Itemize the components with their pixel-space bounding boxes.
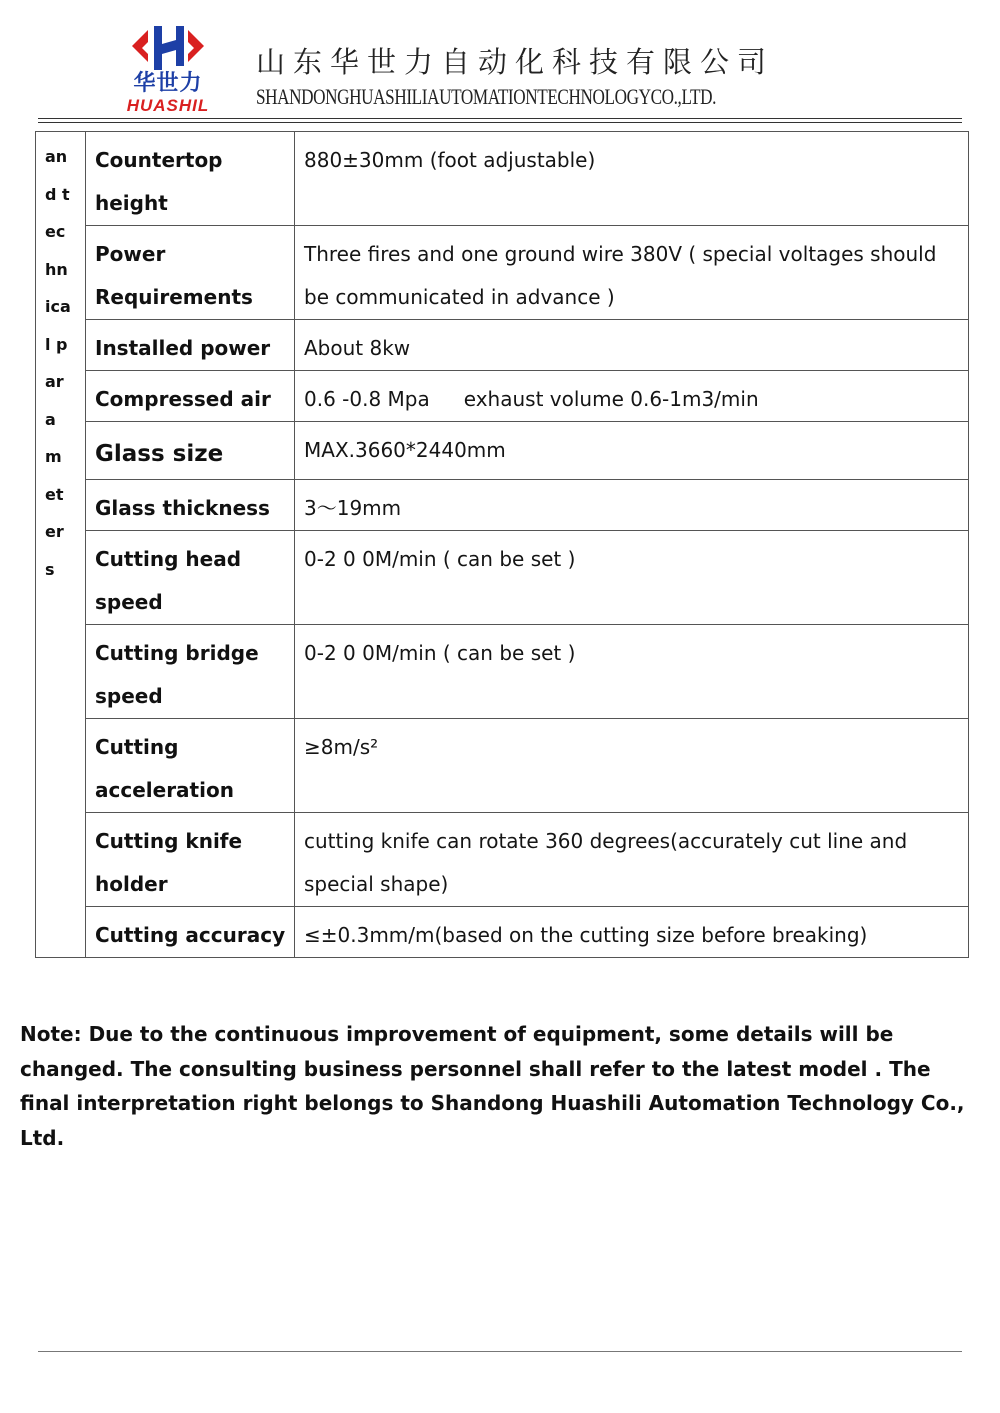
table-row: [36, 480, 969, 531]
param-value: 3～19mm: [295, 480, 969, 531]
param-value: MAX.3660*2440mm: [295, 422, 969, 480]
param-value-part: exhaust volume 0.6-1m3/min: [463, 387, 759, 411]
company-name-chinese: 山东华世力自动化科技有限公司: [256, 45, 775, 79]
param-name: Cutting accuracy: [86, 907, 295, 958]
table-side-label: and technical parameters: [36, 132, 86, 958]
company-logo: [118, 22, 218, 118]
param-value: 0-2 0 0M/min ( can be set ): [295, 625, 969, 719]
table-row: [36, 422, 969, 480]
param-name: Countertop height: [86, 132, 295, 226]
logo-chinese-text: 华世力: [133, 71, 203, 96]
disclaimer-note: Note: Due to the continuous improvement of equipment, some details will be changed. The consulting business personnel shall refer to the latest model . The final interpretation right belongs to Shandong Huashili Automation Technology Co., Ltd.: [20, 1022, 965, 1150]
footer-divider: [38, 1351, 962, 1352]
table-row: [36, 531, 969, 625]
table-row: [36, 719, 969, 813]
table-row: [36, 371, 969, 422]
param-value: ≤±0.3mm/m(based on the cutting size before breaking): [295, 907, 969, 958]
table-row: [36, 813, 969, 907]
param-name: Compressed air: [86, 371, 295, 422]
param-value: About 8kw: [295, 320, 969, 371]
param-value: [295, 371, 969, 422]
table-row: [36, 625, 969, 719]
technical-parameters-table: [35, 131, 969, 958]
page-header: [0, 0, 1000, 125]
param-value: ≥8m/s²: [295, 719, 969, 813]
param-name: Power Requirements: [86, 226, 295, 320]
param-name: Cutting bridge speed: [86, 625, 295, 719]
param-value: Three fires and one ground wire 380V ( special voltages should be communicated in advance ): [295, 226, 969, 320]
header-divider: [38, 118, 962, 119]
logo-mark-icon: [118, 22, 218, 74]
param-value: 0-2 0 0M/min ( can be set ): [295, 531, 969, 625]
param-value: cutting knife can rotate 360 degrees(accurately cut line and special shape): [295, 813, 969, 907]
table-row: [36, 132, 969, 226]
header-divider: [38, 122, 962, 123]
param-name: Glass size: [86, 422, 295, 480]
table-row: [36, 226, 969, 320]
logo-english-text: HUASHIL: [126, 96, 210, 115]
param-value-part: 0.6 -0.8 Mpa: [304, 387, 430, 411]
param-value: 880±30mm (foot adjustable): [295, 132, 969, 226]
param-name: Installed power: [86, 320, 295, 371]
param-name: Cutting head speed: [86, 531, 295, 625]
company-name-english: SHANDONGHUASHILIAUTOMATIONTECHNOLOGYCO.,LTD.: [256, 84, 716, 109]
param-name: Cutting acceleration: [86, 719, 295, 813]
table-row: [36, 907, 969, 958]
param-name: Cutting knife holder: [86, 813, 295, 907]
table-row: [36, 320, 969, 371]
param-name: Glass thickness: [86, 480, 295, 531]
